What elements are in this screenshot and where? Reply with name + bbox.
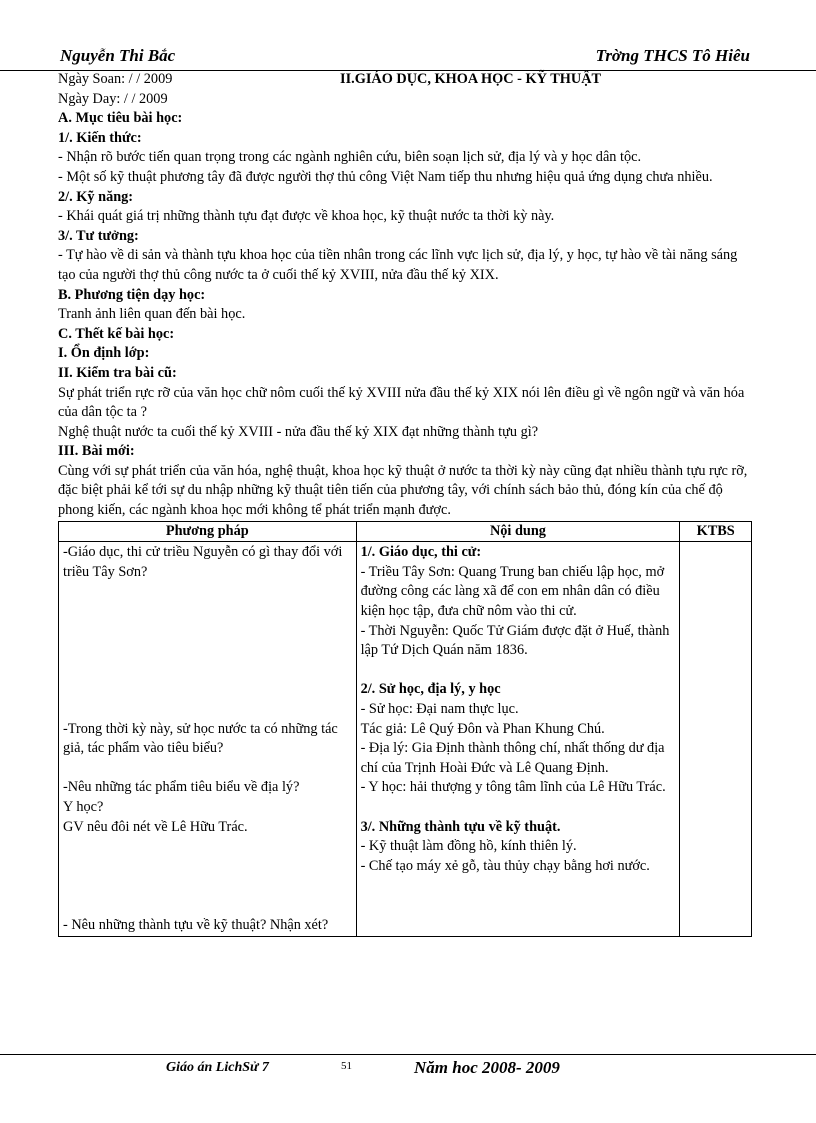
content-text: - Kỹ thuật làm đồng hồ, kính thiên lý. — [360, 838, 577, 855]
content-text: Tác giả: Lê Quý Đôn và Phan Khung Chú. — [360, 720, 605, 737]
paragraph: Sự phát triển rực rỡ của văn học chữ nôm cuối thế kỷ XVIII nửa đầu thế kỷ XIX nói lên điều gì về ngôn ngữ và văn hóa của dân tộc ta ? — [58, 384, 745, 421]
question: -Giáo dục, thi cử triều Nguyễn có gì thay đổi với triều Tây Sơn? — [63, 544, 343, 580]
content-text: - Y học: hải thượng y tông tâm lĩnh của Lê Hữu Trác. — [360, 779, 666, 796]
paragraph: - Khái quát giá trị những thành tựu đạt được về khoa học, kỹ thuật nước ta thời kỳ này. — [58, 208, 555, 225]
content-text: - Thời Nguyễn: Quốc Tử Giám được đặt ở Huế, thành lập Tứ Dịch Quán năm 1836. — [360, 622, 670, 659]
heading-c: C. Thết kế bài học: — [58, 325, 175, 342]
paragraph: - Một số kỹ thuật phương tây đã được người thợ thủ công Việt Nam tiếp thu nhưng hiệu quả ứng dụng chưa nhiều. — [58, 168, 713, 185]
col-header-content: Nội dung — [356, 521, 680, 542]
heading-a1: 1/. Kiến thức: — [58, 129, 142, 146]
ngay-day: Ngày Day: / / 2009 — [58, 90, 168, 107]
heading-a: A. Mục tiêu bài học: — [58, 110, 183, 127]
heading-a2: 2/. Kỹ năng: — [58, 188, 134, 205]
question: - Nêu những thành tựu về kỹ thuật? Nhận xét? — [63, 916, 329, 933]
method-cell — [59, 542, 357, 937]
question: Y học? — [63, 798, 104, 815]
heading-a3: 3/. Tư tưởng: — [58, 227, 139, 244]
heading-c1: I. Ổn định lớp: — [58, 345, 150, 362]
paragraph: Nghệ thuật nước ta cuối thế kỷ XVIII - nửa đầu thế kỷ XIX đạt những thành tựu gì? — [58, 423, 539, 440]
table-row — [59, 542, 752, 937]
footer-course: Giáo án LichSử 7 — [166, 1060, 269, 1075]
heading-b: B. Phương tiện dạy học: — [58, 286, 206, 303]
table-header-row — [59, 521, 752, 542]
paragraph: Tranh ảnh liên quan đến bài học. — [58, 306, 246, 323]
content-cell — [356, 542, 680, 937]
content-text: - Địa lý: Gia Định thành thông chí, nhất thống dư địa chí của Trịnh Hoài Đức và Lê Quang Định. — [360, 740, 665, 776]
col-header-ktbs: KTBS — [680, 521, 752, 542]
heading-c3: III. Bài mới: — [58, 443, 135, 460]
footer-year: Năm hoc 2008- 2009 — [414, 1058, 560, 1077]
content-text: - Sử học: Đại nam thực lục. — [360, 701, 519, 717]
heading-c2: II. Kiểm tra bài cũ: — [58, 364, 177, 381]
page-number: 51 — [341, 1060, 352, 1072]
lesson-body — [58, 70, 758, 937]
paragraph: Cùng với sự phát triển của văn hóa, nghệ thuật, khoa học kỹ thuật ở nước ta thời kỳ này cũng đạt nhiều thành tựu rực rỡ, đặc biệt phải kể tới sự du nhập những kỹ thuật tiên tiến của phương tây, với chính sách bảo thủ, đóng kín của chế độ phong kiến, các ngành khoa học mới không tể phát triển mạnh được. — [58, 462, 748, 519]
content-text: - Triều Tây Sơn: Quang Trung ban chiếu lập học, mở đường công các làng xã để con em nhân dân có điều kiện học tập, đưa chữ nôm vào thi cử. — [360, 563, 665, 620]
col-header-method: Phương pháp — [59, 521, 357, 542]
page-header — [60, 46, 760, 68]
section-title: II.GIÁO DỤC, KHOA HỌC - KỸ THUẬT — [340, 71, 602, 87]
question: -Trong thời kỳ này, sử học nước ta có những tác giả, tác phẩm vào tiêu biểu? — [63, 720, 338, 757]
ngay-soan: Ngày Soan: / / 2009 — [58, 71, 173, 87]
content-heading: 2/. Sử học, địa lý, y học — [360, 681, 501, 698]
question: GV nêu đôi nét về Lê Hữu Trác. — [63, 818, 248, 835]
lesson-table — [58, 521, 752, 937]
school-name: Trờng THCS Tô Hiêu — [595, 46, 750, 65]
content-heading: 3/. Những thành tựu về kỹ thuật. — [360, 818, 561, 835]
author-name: Nguyễn Thi Bắc — [60, 46, 176, 65]
paragraph: - Tự hào về di sản và thành tựu khoa học của tiền nhân trong các lĩnh vực lịch sử, địa lý, y học, tự hào về tài năng sáng tạo của người thợ thủ công nước ta ở cuối thế kỷ XVIII, nửa đầu thế kỷ XIX. — [58, 247, 738, 283]
question: -Nêu những tác phẩm tiêu biểu về địa lý? — [63, 779, 300, 796]
ktbs-cell — [680, 542, 752, 937]
content-text: - Chế tạo máy xẻ gỗ, tàu thủy chạy bằng hơi nước. — [360, 857, 650, 874]
paragraph: - Nhận rõ bước tiến quan trọng trong các ngành nghiên cứu, biên soạn lịch sử, địa lý và y học dân tộc. — [58, 149, 642, 166]
content-heading: 1/. Giáo dục, thi cử: — [360, 544, 482, 561]
footer-rule — [0, 1054, 816, 1055]
meta-row — [58, 70, 758, 90]
